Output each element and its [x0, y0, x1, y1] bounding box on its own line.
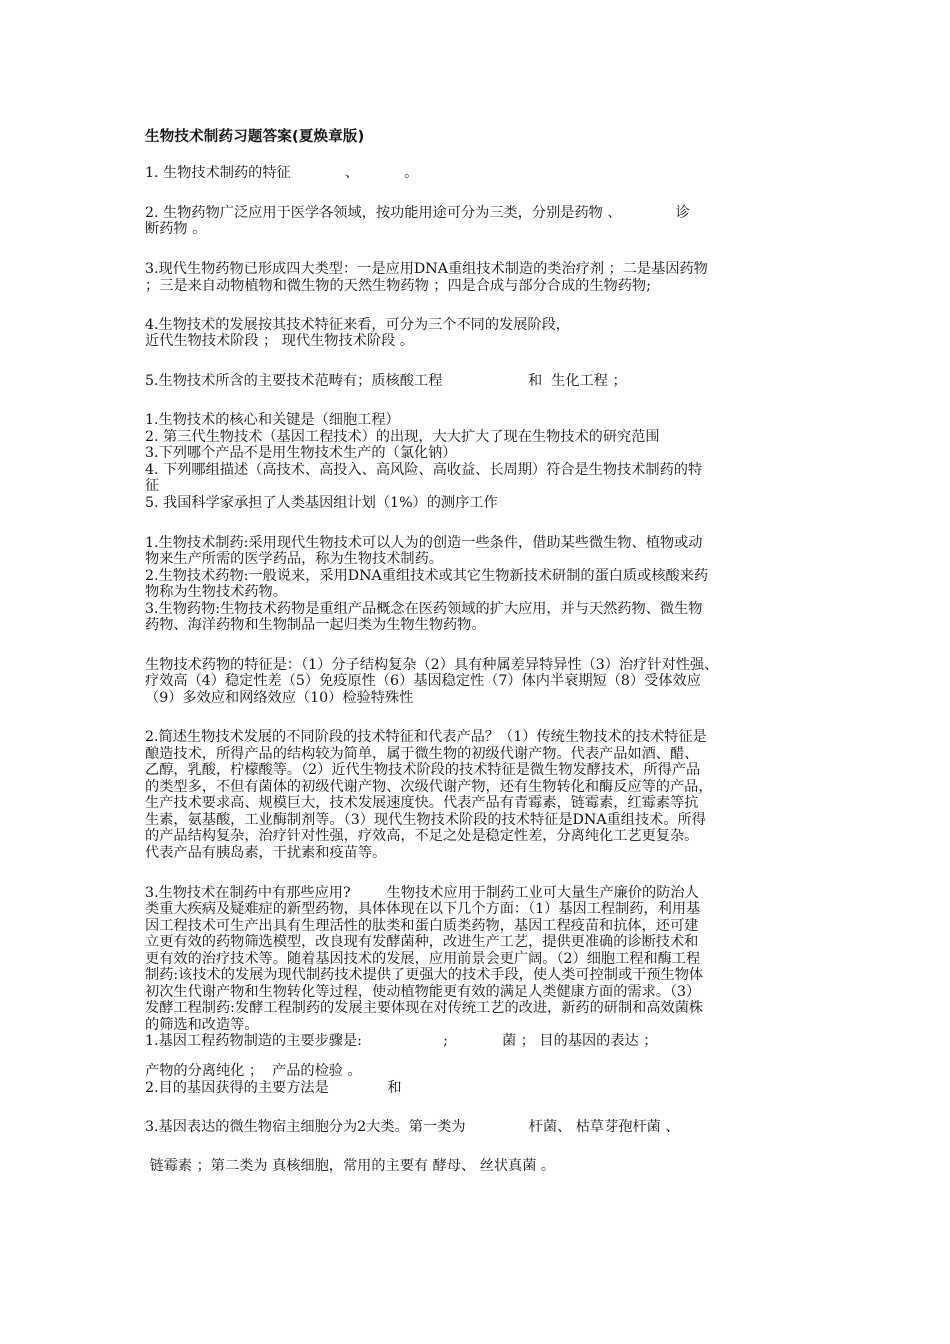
text-line: 的筛选和改造等。	[145, 1017, 259, 1033]
text-line: 药物、海洋药物和生物制品一起归类为生物生物药物。	[145, 617, 486, 633]
text-line: 疗效高（4）稳定性差（5）免疫原性（6）基因稳定性（7）体内半衰期短（8）受体效应	[145, 673, 701, 689]
text-line: 乙醇，乳酸，柠檬酸等。（2）近代生物技术阶段的技术特征是微生物发酵技术，所得产品	[145, 762, 701, 778]
text-line: 4.生物技术的发展按其技术特征来看，可分为三个不同的发展阶段，	[145, 317, 570, 333]
text-line: 的产品结构复杂，治疗针对性强，疗效高，不足之处是稳定性差，分离纯化工艺更复杂。	[145, 828, 699, 844]
text-line: 制药:该技术的发展为现代制药技术提供了更强大的技术手段，使人类可控制或干预生物体	[145, 967, 704, 983]
text-line: 发酵工程制药:发酵工程制药的发展主要体现在对传统工艺的改进，新药的研制和高效菌株	[145, 1000, 704, 1016]
text-line: 生产技术要求高、规模巨大，技术发展速度快。代表产品有青霉素，链霉素，红霉素等抗	[145, 795, 699, 811]
text-line: 代表产品有胰岛素，干扰素和疫苗等。	[145, 845, 387, 861]
text-line: 更有效的治疗技术等。随着基因技术的发展，应用前景会更广阔。（2）细胞工程和酶工程	[145, 951, 701, 967]
text-line: （9）多效应和网络效应（10）检验特殊性	[145, 690, 414, 706]
text-line: 3.下列哪个产品不是用生物技术生产的（氯化钠）	[145, 445, 457, 461]
text-line: 5. 我国科学家承担了人类基因组计划（1%）的测序工作	[145, 495, 498, 511]
text-line: 3.现代生物药物已形成四大类型：一是应用DNA重组技术制造的类治疗剂 ；二是基因药物	[145, 261, 708, 277]
text-line: 4. 下列哪组描述（高技术、高投入、高风险、高收益、长周期）符合是生物技术制药的特	[145, 462, 703, 478]
document-title: 生物技术制药习题答案(夏焕章版)	[145, 129, 365, 145]
text-line: 产物的分离纯化 ； 产品的检验 。	[145, 1063, 362, 1079]
text-line: 征	[145, 478, 160, 494]
text-line: 2.简述生物技术发展的不同阶段的技术特征和代表产品？（1）传统生物技术的技术特征是	[145, 729, 707, 745]
text-line: 2. 第三代生物技术（基因工程技术）的出现，大大扩大了现在生物技术的研究范围	[145, 429, 660, 445]
text-line: 3.基因表达的微生物宿主细胞分为2大类。第一类为 杆菌、 枯草芽孢杆菌 、	[145, 1119, 680, 1135]
text-line: ；三是来自动物植物和微生物的天然生物药物 ；四是合成与部分合成的生物药物;	[145, 278, 651, 294]
text-line: 链霉素 ；第二类为 真核细胞，常用的主要有 酵母、 丝状真菌 。	[145, 1158, 556, 1174]
text-line: 1.生物技术的核心和关键是（细胞工程）	[145, 412, 400, 428]
text-line: 初次生代谢产物和生物转化等过程，使动植物能更有效的满足人类健康方面的需求。（3）	[145, 984, 701, 1000]
text-line: 断药物 。	[145, 221, 207, 237]
text-line: 酿造技术，所得产品的结构较为简单，属于微生物的初级代谢产物。代表产品如酒、醋、	[145, 746, 699, 762]
text-line: 的类型多，不但有菌体的初级代谢产物、次级代谢产物，还有生物转化和酶反应等的产品，	[145, 779, 713, 795]
text-line: 5.生物技术所含的主要技术范畴有；质核酸工程 和 生化工程 ；	[145, 373, 627, 389]
text-line: 物来生产所需的医学药品，称为生物技术制药。	[145, 551, 443, 567]
text-line: 2. 生物药物广泛应用于医学各领域，按功能用途可分为三类，分别是药物 、 诊	[145, 205, 690, 221]
text-line: 生物技术药物的特征是：（1）分子结构复杂（2）具有种属差异特异性（3）治疗针对性强、	[145, 657, 719, 673]
text-line: 立更有效的药物筛选模型，改良现有发酵菌种，改进生产工艺，提供更准确的诊断技术和	[145, 934, 699, 950]
text-line: 1.基因工程药物制造的主要步骤是: ; 菌 ； 目的基因的表达 ；	[145, 1033, 658, 1049]
text-line: 生素，氨基酸，工业酶制剂等。（3）现代生物技术阶段的技术特征是DNA重组技术。所得	[145, 812, 706, 828]
text-line: 1.生物技术制药:采用现代生物技术可以人为的创造一些条件，借助某些微生物、植物或动	[145, 535, 703, 551]
text-line: 3.生物药物:生物技术药物是重组产品概念在医药领域的扩大应用，并与天然药物、微生物	[145, 601, 703, 617]
text-line: 类重大疾病及疑难症的新型药物，具体体现在以下几个方面：（1）基因工程制药，利用基	[145, 901, 701, 917]
text-line: 3.生物技术在制药中有那些应用? 生物技术应用于制药工业可大量生产廉价的防治人	[145, 885, 699, 901]
text-line: 2.生物技术药物:一般说来，采用DNA重组技术或其它生物新技术研制的蛋白质或核酸来药	[145, 568, 709, 584]
text-line: 2.目的基因获得的主要方法是 和	[145, 1080, 402, 1096]
text-line: 1. 生物技术制药的特征 、 。	[145, 165, 419, 181]
text-line: 物称为生物技术药物。	[145, 584, 287, 600]
text-line: 因工程技术可生产出具有生理活性的肽类和蛋白质类药物，基因工程疫苗和抗体，还可建	[145, 918, 699, 934]
text-line: 近代生物技术阶段 ； 现代生物技术阶段 。	[145, 333, 414, 349]
